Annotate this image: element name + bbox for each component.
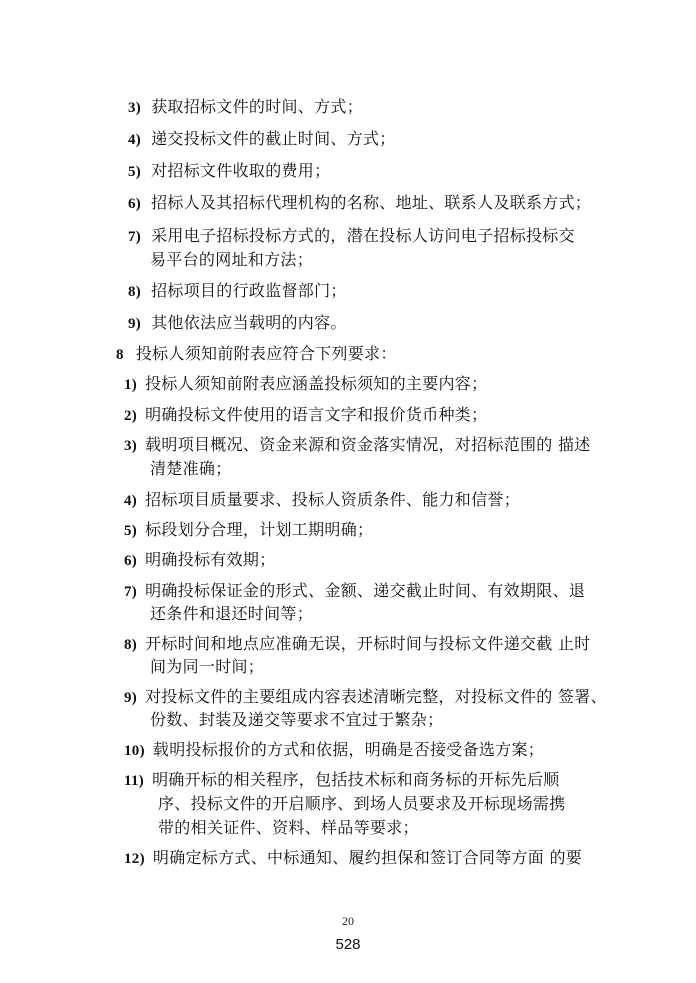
- list-item: [124, 373, 487, 396]
- list-item: [128, 312, 347, 335]
- list-item: [124, 847, 582, 870]
- list-item: [128, 225, 575, 248]
- list-item-text: 清楚准确；: [150, 459, 232, 478]
- list-item-text: 递交投标文件的截止时间、方式；: [151, 129, 396, 148]
- list-item-text: 采用电子招标投标方式的，潜在投标人访问电子招标投标交: [151, 226, 575, 245]
- list-item-text: 序、投标文件的开启顺序、到场人员要求及开标现场需携: [158, 794, 566, 813]
- list-item-text: 带的相关证件、资料、样品等要求；: [158, 818, 419, 837]
- section-heading: [116, 343, 397, 366]
- list-item: [128, 96, 363, 119]
- list-item-text: 明确开标的相关程序，包括技术标和商务标的开标先后顺: [152, 770, 560, 789]
- list-item-text: 标段划分合理，计划工期明确；: [145, 520, 374, 539]
- list-item-number: 11): [124, 773, 145, 789]
- list-item-number: 7): [128, 229, 142, 245]
- list-item-number: 7): [124, 584, 138, 600]
- list-item: [124, 739, 544, 762]
- list-item-text: 间为同一时间；: [150, 657, 265, 676]
- list-item-text: 招标项目的行政监督部门；: [151, 281, 347, 300]
- list-item-text: 其他依法应当载明的内容。: [151, 313, 347, 332]
- list-item-text: 对招标文件收取的费用；: [151, 161, 331, 180]
- list-item: [124, 404, 487, 427]
- list-item-text: 获取招标文件的时间、方式；: [151, 97, 364, 116]
- list-item-continuation: [158, 793, 566, 815]
- list-item: [124, 489, 520, 512]
- list-item-number: 9): [124, 690, 138, 706]
- list-item-number: 9): [128, 316, 142, 332]
- section-number: 8: [116, 347, 124, 363]
- list-item: [128, 128, 396, 151]
- list-item-text: 招标人及其招标代理机构的名称、地址、联系人及联系方式；: [151, 193, 592, 212]
- list-item-text: 载明项目概况、资金来源和资金落实情况，对招标范围的 描述: [145, 435, 591, 454]
- list-item-text: 招标项目质量要求、投标人资质条件、能力和信誉；: [145, 490, 521, 509]
- list-item-continuation: [150, 709, 443, 731]
- list-item-number: 6): [128, 196, 142, 212]
- list-item-number: 12): [124, 851, 145, 867]
- list-item: [124, 633, 591, 656]
- list-item: [128, 192, 591, 215]
- list-item-number: 5): [128, 164, 142, 180]
- list-item-number: 6): [124, 553, 138, 569]
- list-item: [124, 769, 560, 792]
- list-item-text: 对投标文件的主要组成内容表述清晰完整，对投标文件的 签署、: [145, 687, 607, 706]
- list-item-number: 8): [124, 637, 138, 653]
- list-item-number: 3): [128, 100, 142, 116]
- list-item-number: 5): [124, 523, 138, 539]
- list-item-number: 4): [124, 493, 138, 509]
- list-item-text: 投标人须知前附表应涵盖投标须知的主要内容；: [145, 374, 488, 393]
- list-item-continuation: [150, 458, 232, 480]
- list-item-number: 3): [124, 438, 138, 454]
- list-item-number: 10): [124, 743, 145, 759]
- list-item: [124, 686, 607, 709]
- list-item-continuation: [158, 817, 419, 839]
- list-item-text: 明确投标有效期；: [145, 550, 276, 569]
- list-item-number: 8): [128, 284, 142, 300]
- list-item: [124, 434, 591, 457]
- list-item-text: 明确投标保证金的形式、金额、递交截止时间、有效期限、退: [145, 581, 586, 600]
- page-number: 20: [342, 914, 354, 928]
- list-item: [128, 160, 330, 183]
- list-item-number: 2): [124, 408, 138, 424]
- list-item-continuation: [150, 249, 313, 271]
- list-item: [124, 519, 373, 542]
- section-title: 投标人须知前附表应符合下列要求：: [135, 344, 397, 363]
- list-item-text: 易平台的网址和方法；: [150, 250, 314, 269]
- list-item-number: 1): [124, 377, 138, 393]
- list-item-text: 还条件和退还时间等；: [150, 604, 314, 623]
- list-item: [124, 549, 276, 572]
- list-item-number: 4): [128, 132, 142, 148]
- stamp-number: 528: [335, 936, 361, 953]
- list-item-text: 明确定标方式、中标通知、履约担保和签订合同等方面 的要: [152, 848, 583, 867]
- list-item: [124, 580, 585, 603]
- list-item-text: 份数、封装及递交等要求不宜过于繁杂；: [150, 710, 444, 729]
- list-item: [128, 280, 347, 303]
- list-item-text: 明确投标文件使用的语言文字和报价货币种类；: [145, 405, 488, 424]
- list-item-text: 开标时间和地点应准确无误，开标时间与投标文件递交截 止时: [145, 634, 591, 653]
- list-item-continuation: [150, 603, 313, 625]
- list-item-text: 载明投标报价的方式和依据，明确是否接受备选方案；: [152, 740, 545, 759]
- list-item-continuation: [150, 656, 264, 678]
